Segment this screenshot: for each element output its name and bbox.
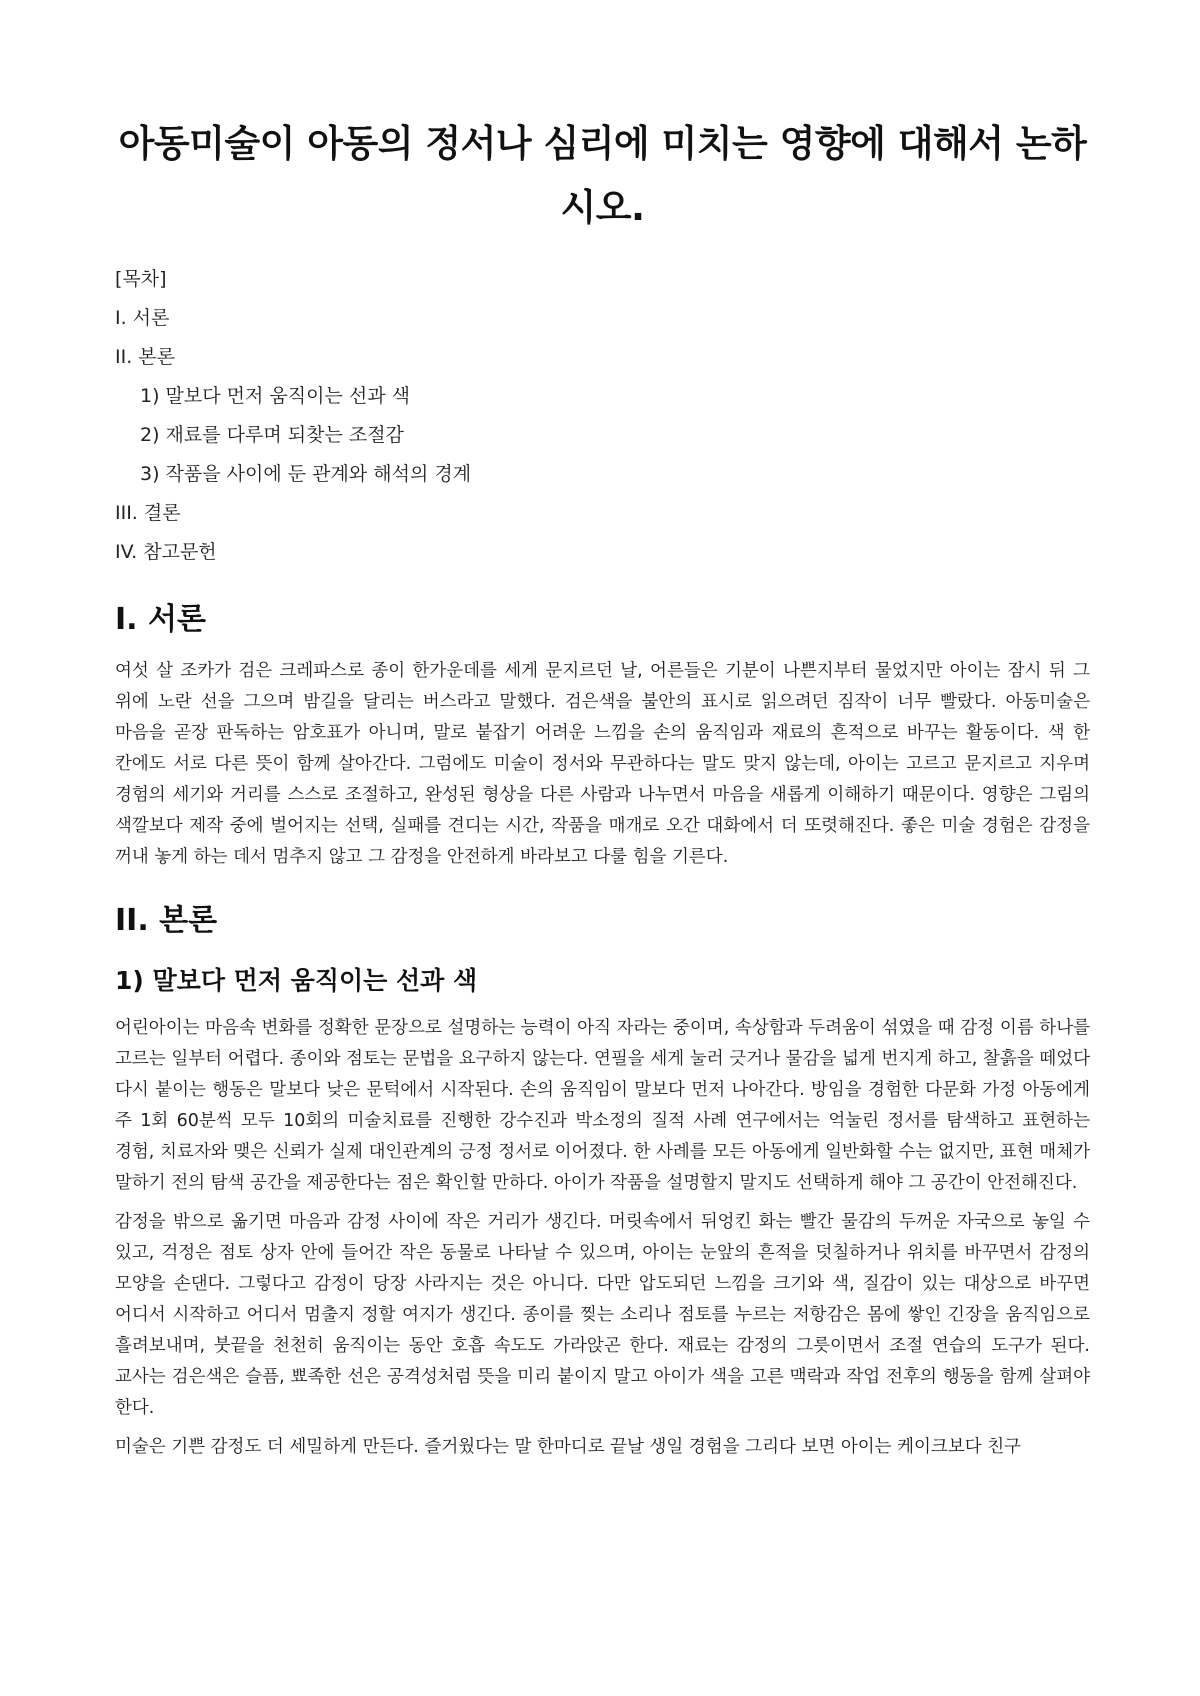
document-title: 아동미술이 아동의 정서나 심리에 미치는 영향에 대해서 논하시오. <box>118 122 1087 229</box>
section-heading-body: II. 본론 <box>115 903 218 938</box>
intro-paragraph: 여섯 살 조카가 검은 크레파스로 종이 한가운데를 세게 문지르던 날, 어른들은 기분이 나쁜지부터 물었지만 아이는 잠시 뒤 그 위에 노란 선을 그으며 밤길을 달리는 버스라고 말했다. 검은색을 불안의 표시로 읽으려던 짐작이 너무 빨랐다. 아동미술은 마음을 곧장 판독하는 암호표가 아니며, 말로 붙잡기 어려운 느낌을 손의 움직임과 재료의 흔적으로 바꾸는 활동이다. 색 한 칸에도 서로 다른 뜻이 함께 살아간다. 그럼에도 미술이 정서와 무관하다는 말도 맞지 않는데, 아이는 고르고 문지르고 지우며 경험의 세기와 거리를 스스로 조절하고, 완성된 형상을 다른 사람과 나누면서 마음을 새롭게 이해하기 때문이다. 영향은 그림의 색깔보다 제작 중에 벌어지는 선택, 실패를 견디는 시간, 작품을 매개로 오간 대화에서 더 또렷해진다. 좋은 미술 경험은 감정을 꺼내 놓게 하는 데서 멈추지 않고 그 감정을 안전하게 바라보고 다룰 힘을 기른다. <box>115 661 1090 867</box>
toc-subitem: 3) 작품을 사이에 둔 관계와 해석의 경계 <box>140 463 472 485</box>
toc-item: I. 서론 <box>115 307 170 329</box>
body-paragraph: 감정을 밖으로 옮기면 마음과 감정 사이에 작은 거리가 생긴다. 머릿속에서 뒤엉킨 화는 빨간 물감의 두꺼운 자국으로 놓일 수 있고, 걱정은 점토 상자 안에 들어간 작은 동물로 나타날 수 있으며, 아이는 눈앞의 흔적을 덧칠하거나 위치를 바꾸면서 감정의 모양을 손댄다. 그렇다고 감정이 당장 사라지는 것은 아니다. 다만 압도되던 느낌을 크기와 색, 질감이 있는 대상으로 바꾸면 어디서 시작하고 어디서 멈출지 정할 여지가 생긴다. 종이를 찢는 소리나 점토를 누르는 저항감은 몸에 쌓인 긴장을 움직임으로 흘려보내며, 붓끝을 천천히 움직이는 동안 호흡 속도도 가라앉곤 한다. 재료는 감정의 그릇이면서 조절 연습의 도구가 된다. 교사는 검은색은 슬픔, 뾰족한 선은 공격성처럼 뜻을 미리 붙이지 말고 아이가 색을 고른 맥락과 작업 전후의 행동을 함께 살펴야 한다. <box>115 1212 1090 1418</box>
body-paragraph: 미술은 기쁜 감정도 더 세밀하게 만든다. 즐거웠다는 말 한마디로 끝날 생일 경험을 그리다 보면 아이는 케이크보다 친구 <box>115 1437 1022 1457</box>
toc-heading: [목차] <box>115 268 167 290</box>
subsection-heading-1: 1) 말보다 먼저 움직이는 선과 색 <box>115 966 478 995</box>
toc-item: III. 결론 <box>115 502 181 524</box>
section-heading-intro: I. 서론 <box>115 602 206 637</box>
toc-item: II. 본론 <box>115 346 175 368</box>
toc-item: IV. 참고문헌 <box>115 541 217 563</box>
table-of-contents <box>115 260 1090 572</box>
toc-subitem: 2) 재료를 다루며 되찾는 조절감 <box>140 424 404 446</box>
toc-subitem: 1) 말보다 먼저 움직이는 선과 색 <box>140 385 410 407</box>
body-paragraph: 어린아이는 마음속 변화를 정확한 문장으로 설명하는 능력이 아직 자라는 중이며, 속상함과 두려움이 섞였을 때 감정 이름 하나를 고르는 일부터 어렵다. 종이와 점토는 문법을 요구하지 않는다. 연필을 세게 눌러 긋거나 물감을 넓게 번지게 하고, 찰흙을 떼었다 다시 붙이는 행동은 말보다 낮은 문턱에서 시작된다. 손의 움직임이 말보다 먼저 나아간다. 방임을 경험한 다문화 가정 아동에게 주 1회 60분씩 모두 10회의 미술치료를 진행한 강수진과 박소정의 질적 사례 연구에서는 억눌린 정서를 탐색하고 표현하는 경험, 치료자와 맺은 신뢰가 실제 대인관계의 긍정 정서로 이어졌다. 한 사례를 모든 아동에게 일반화할 수는 없지만, 표현 매체가 말하기 전의 탐색 공간을 제공한다는 점은 확인할 만하다. 아이가 작품을 설명할지 말지도 선택하게 해야 그 공간이 안전해진다. <box>115 1018 1090 1193</box>
